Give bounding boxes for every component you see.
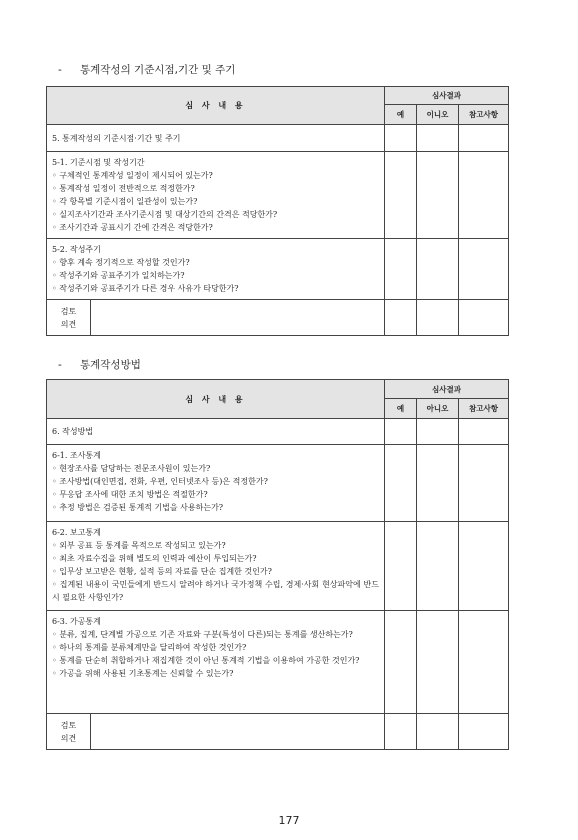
- check-no[interactable]: [417, 445, 459, 522]
- question: ◦ 각 항목별 기준시점이 일관성이 있는가?: [52, 197, 198, 206]
- section-row-5: 5. 통계작성의 기준시점·기간 및 주기: [47, 125, 385, 152]
- check-no[interactable]: [417, 239, 459, 300]
- question: ◦ 하나의 통계를 분류체계만을 달리하여 작성한 것인가?: [52, 643, 247, 652]
- item-title: 5-1. 기준시점 및 작성기간: [52, 158, 145, 167]
- check-yes[interactable]: [385, 522, 417, 611]
- check-yes[interactable]: [385, 445, 417, 522]
- question: ◦ 통계를 단순히 취합하거나 재집계한 것이 아닌 통계적 기법을 이용하여 가공한 것인가?: [52, 656, 360, 665]
- item-5-2: [47, 239, 385, 300]
- check-yes[interactable]: [385, 152, 417, 239]
- question: ◦ 현장조사를 담당하는 전문조사원이 있는가?: [52, 464, 211, 473]
- item-title: 6-1. 조사통계: [52, 451, 101, 460]
- question: ◦ 조사방법(대인면접, 전화, 우편, 인터넷조사 등)은 적정한가?: [52, 477, 268, 486]
- header-yes-cell: 예: [385, 105, 417, 125]
- header-result-cell: 심사결과: [385, 380, 509, 399]
- check-no[interactable]: [417, 300, 459, 336]
- section-heading-2: - 통계작성방법: [58, 359, 141, 371]
- item-6-1: [47, 445, 385, 522]
- question: ◦ 분류, 집계, 단계별 가공으로 기존 자료와 구분(특성이 다른)되는 통계를 생산하는가?: [52, 630, 353, 639]
- note-cell[interactable]: [459, 522, 509, 611]
- question: ◦ 추정 방법은 검증된 통계적 기법을 사용하는가?: [52, 503, 224, 512]
- check-no[interactable]: [417, 522, 459, 611]
- item-title: 6-2. 보고통계: [52, 528, 101, 537]
- review-table-1: [46, 86, 509, 336]
- question: ◦ 통계작성 일정이 전반적으로 적정한가?: [52, 184, 195, 193]
- note-cell[interactable]: [459, 419, 509, 445]
- section-heading-1: - 통계작성의 기준시점,기간 및 주기: [58, 64, 236, 76]
- header-note-cell: 참고사항: [459, 105, 509, 125]
- question: ◦ 구체적인 통계작성 일정이 제시되어 있는가?: [52, 171, 213, 180]
- item-5-1: [47, 152, 385, 239]
- check-yes[interactable]: [385, 611, 417, 714]
- check-no[interactable]: [417, 125, 459, 152]
- question: ◦ 가공을 위해 사용된 기초통계는 신뢰할 수 있는가?: [52, 669, 234, 678]
- page-number: 177: [278, 814, 300, 827]
- check-yes[interactable]: [385, 239, 417, 300]
- question: ◦ 향후 계속 정기적으로 작성할 것인가?: [52, 258, 190, 267]
- header-content-cell: 심 사 내 용: [47, 87, 385, 125]
- question: ◦ 외부 공표 등 통계를 목적으로 작성되고 있는가?: [52, 541, 226, 550]
- check-no[interactable]: [417, 419, 459, 445]
- question: ◦ 작성주기와 공표주기가 다른 경우 사유가 타당한가?: [52, 284, 239, 293]
- review-opinion-field[interactable]: [91, 714, 385, 750]
- section-heading-2-text: 통계작성방법: [80, 359, 141, 371]
- section-row-6: 6. 작성방법: [47, 419, 385, 445]
- check-yes[interactable]: [385, 300, 417, 336]
- note-cell[interactable]: [459, 300, 509, 336]
- review-table-2: [46, 379, 509, 750]
- review-opinion-field[interactable]: [91, 300, 385, 336]
- header-note-cell: 참고사항: [459, 399, 509, 419]
- question: ◦ 무응답 조사에 대한 조치 방법은 적절한가?: [52, 490, 208, 499]
- question: ◦ 작성주기와 공표주기가 일치하는가?: [52, 271, 185, 280]
- question: ◦ 조사기간과 공표시기 간에 간격은 적당한가?: [52, 223, 213, 232]
- section-heading-1-text: 통계작성의 기준시점,기간 및 주기: [80, 64, 236, 76]
- check-no[interactable]: [417, 714, 459, 750]
- item-6-2: [47, 522, 385, 611]
- check-yes[interactable]: [385, 125, 417, 152]
- question: ◦ 입무상 보고받은 현황, 실적 등의 자료를 단순 집계한 것인가?: [52, 567, 272, 576]
- item-6-3: [47, 611, 385, 714]
- review-opinion-label: 검토 의견: [47, 300, 91, 336]
- check-no[interactable]: [417, 611, 459, 714]
- header-content-cell: 심 사 내 용: [47, 380, 385, 419]
- question: ◦ 실지조사기간과 조사기준시점 및 대상기간의 간격은 적당한가?: [52, 210, 278, 219]
- header-no-cell: 이니오: [417, 105, 459, 125]
- header-result-cell: 심사결과: [385, 87, 509, 105]
- item-title: 5-2. 작성주기: [52, 245, 101, 254]
- note-cell[interactable]: [459, 239, 509, 300]
- note-cell[interactable]: [459, 125, 509, 152]
- question: ◦ 집계된 내용이 국민들에게 반드시 알려야 하거나 국가정책 수립, 경제·사회 현상파악에 반드시 필요한 사항인가?: [52, 580, 379, 602]
- question: ◦ 최초 자료수집을 위해 별도의 인력과 예산이 투입되는가?: [52, 554, 257, 563]
- note-cell[interactable]: [459, 714, 509, 750]
- header-no-cell: 아니오: [417, 399, 459, 419]
- check-yes[interactable]: [385, 419, 417, 445]
- check-no[interactable]: [417, 152, 459, 239]
- check-yes[interactable]: [385, 714, 417, 750]
- review-opinion-label: 검토 의견: [47, 714, 91, 750]
- note-cell[interactable]: [459, 445, 509, 522]
- note-cell[interactable]: [459, 611, 509, 714]
- note-cell[interactable]: [459, 152, 509, 239]
- item-title: 6-3. 가공통계: [52, 617, 101, 626]
- header-yes-cell: 예: [385, 399, 417, 419]
